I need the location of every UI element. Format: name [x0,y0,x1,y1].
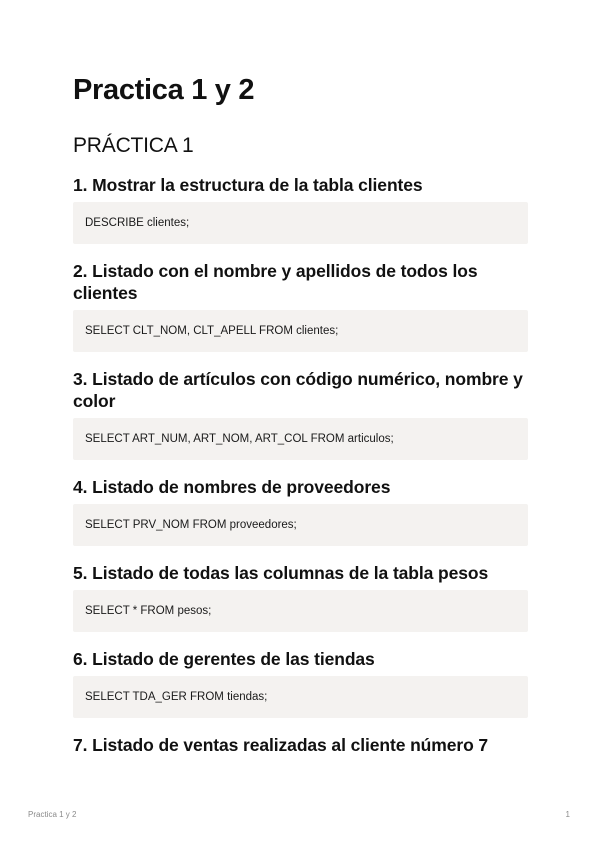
exercise-item [73,368,528,460]
code-block: SELECT * FROM pesos; [73,590,528,632]
code-block: SELECT TDA_GER FROM tiendas; [73,676,528,718]
exercise-heading: 7. Listado de ventas realizadas al cliente número 7 [73,735,489,755]
exercise-heading: 3. Listado de artículos con código numérico, nombre y color [73,369,523,411]
exercise-item [73,260,528,352]
footer-document-title: Practica 1 y 2 [28,810,77,819]
exercise-heading: 1. Mostrar la estructura de la tabla clientes [73,175,423,195]
document-title: Practica 1 y 2 [73,74,255,106]
document-content [73,72,528,756]
footer-page-number: 1 [565,810,570,819]
exercise-heading: 4. Listado de nombres de proveedores [73,477,391,497]
code-block: DESCRIBE clientes; [73,202,528,244]
exercise-heading: 2. Listado con el nombre y apellidos de todos los clientes [73,261,478,303]
exercise-heading: 6. Listado de gerentes de las tiendas [73,649,375,669]
code-block: SELECT PRV_NOM FROM proveedores; [73,504,528,546]
exercise-item [73,562,528,632]
exercise-item [73,648,528,718]
code-block: SELECT ART_NUM, ART_NOM, ART_COL FROM articulos; [73,418,528,460]
section-title: PRÁCTICA 1 [73,134,194,157]
exercise-item [73,476,528,546]
exercise-item [73,734,528,756]
code-block: SELECT CLT_NOM, CLT_APELL FROM clientes; [73,310,528,352]
exercise-item [73,174,528,244]
exercise-heading: 5. Listado de todas las columnas de la tabla pesos [73,563,489,583]
